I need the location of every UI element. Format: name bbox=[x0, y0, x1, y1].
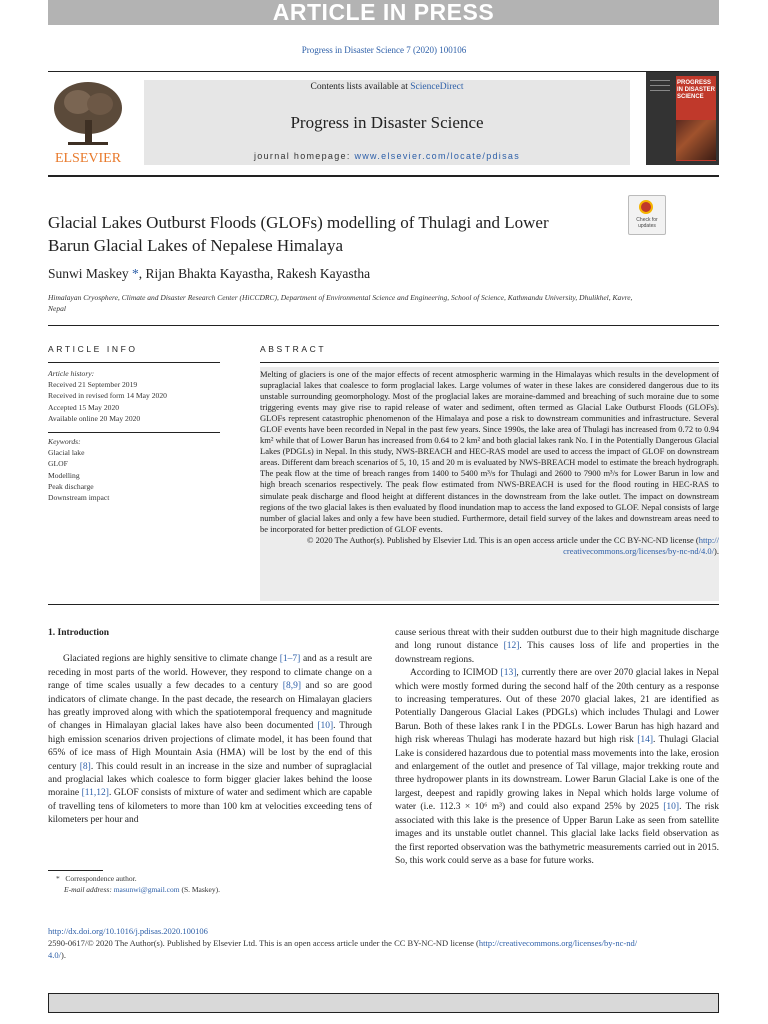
abstract-body bbox=[260, 367, 719, 601]
reference-link[interactable]: [10] bbox=[317, 721, 334, 732]
author-list: Sunwi Maskey *, Rijan Bhakta Kayastha, Rakesh Kayastha bbox=[48, 266, 371, 281]
reference-link[interactable]: [8,9] bbox=[282, 681, 301, 692]
info-top-rule bbox=[48, 325, 719, 326]
article-info-heading: ARTICLE INFO bbox=[48, 344, 138, 354]
section-heading: 1. Introduction bbox=[48, 628, 110, 638]
publisher-wordmark: ELSEVIER bbox=[54, 151, 122, 165]
footnote: * Correspondence author. E-mail address: masunwi@gmail.com (S. Maskey). bbox=[56, 874, 220, 894]
contents-line: Contents lists available at ScienceDirect bbox=[310, 82, 464, 92]
homepage-link[interactable]: www.elsevier.com/locate/pdisas bbox=[354, 151, 521, 161]
history-item: Received in revised form 14 May 2020 bbox=[48, 391, 167, 401]
footnote-rule bbox=[48, 870, 103, 871]
keyword: Glacial lake bbox=[48, 448, 85, 458]
reference-link[interactable]: [8] bbox=[79, 761, 91, 772]
journal-citation-link[interactable]: Progress in Disaster Science 7 (2020) 100106 bbox=[301, 45, 467, 55]
abstract-license: © 2020 The Author(s). Published by Elsevier Ltd. This is an open access article under the CC BY-NC-ND license (http:// creativecommons.org/licenses/by-nc-nd/4.0/). bbox=[307, 534, 719, 556]
affiliation: Himalayan Cryosphere, Climate and Disaster Research Center (HiCCDRC), Department of Environmental Science and Engineering, School of Science, Kathmandu University, Dhulikhel, Kavre, Nepal bbox=[48, 293, 633, 313]
keyword: GLOF bbox=[48, 459, 68, 469]
keyword: Downstream impact bbox=[48, 493, 110, 503]
intro-paragraph: cause serious threat with their sudden outburst due to their high magnitude discharge and long runout distance [12]. This causes loss of life and properties in the downstream regions. bbox=[395, 628, 719, 665]
history-item: Received 21 September 2019 bbox=[48, 380, 138, 390]
journal-cover-thumbnail bbox=[646, 72, 719, 165]
reference-link[interactable]: [13] bbox=[500, 668, 517, 679]
right-column bbox=[395, 627, 719, 868]
page-footer-bar bbox=[48, 993, 719, 1013]
license-link-cont[interactable]: creativecommons.org/licenses/by-nc-nd/4.0/ bbox=[563, 545, 715, 556]
header-bottom-rule bbox=[48, 175, 719, 177]
email-link[interactable]: masunwi@gmail.com bbox=[113, 885, 180, 894]
abstract-bottom-rule bbox=[48, 604, 719, 605]
article-title: Glacial Lakes Outburst Floods (GLOFs) modelling of Thulagi and Lower Barun Glacial Lakes of Nepalese Himalaya bbox=[48, 213, 549, 255]
check-updates-icon bbox=[639, 200, 653, 214]
keyword: Peak discharge bbox=[48, 481, 94, 491]
intro-paragraph: According to ICIMOD [13], currently there are over 2070 glacial lakes in Nepal which were mostly formed during the second half of the 20th century as a response to increasing temperatures. Out of these 2070 glacial lakes, 21 are identified as Potentially Dangerous Glacial Lakes (PDGLs) which includes Thulagi and Lower Barun. Both of these lakes rank I in the PDGLs. Lower Barun has high hazard and high risk whereas Thulagi has moderate hazard but high risk [14]. Thulagi Glacial Lake is considered hazardous due to potential mass movements into the lake, erosion and enlargement of the outlet and presence of Tal village, major trekking route and three hydropower plants in its downstream. Lower Barun Glacial Lake is one of the largest, deepest and rapidly growing lakes in Nepal which holds large volume of water (i.e. 112.3 × 10⁶ m³) and could also expand 25% by 2025 [10]. The risk associated with this lake is the presence of Upper Barun Lake as seen from satellite images and its unstable outlet channel. This glacial lake lacks field observation as the first reported observation was the bathymetric measurements carried out in 2015. So, this work could serve as a base for future works. bbox=[395, 668, 719, 866]
reference-link[interactable]: [12] bbox=[503, 641, 520, 652]
correspondence-mark[interactable]: * bbox=[128, 266, 139, 281]
check-for-updates-badge[interactable] bbox=[628, 195, 666, 235]
article-info-rule bbox=[48, 362, 220, 363]
history-item: Available online 20 May 2020 bbox=[48, 413, 141, 423]
abstract-heading: ABSTRACT bbox=[260, 344, 327, 354]
abstract-text: Melting of glaciers is one of the major effects of recent atmospheric warming in the Himalayas which results in the development of supraglacial lakes that coalesce to form proglacial lakes. Large volumes of water in these lakes are considered dangerous due to its unstable surrounding geomorphology. Most of the proglacial lakes are moraine-dammed and breaching of such moraine due to some triggering events may give rise to rapid release of water and sediment, often termed as Glacial Lake Outburst Floods (GLOFs). GLOFs represent catastrophic phenomenon of the Himalaya and pose a risk to downstream communities and infrastructure. Several GLOF events have been recorded in Nepal in the past few years. Since 1990s, the lake area of Thulagi has increased from 0.72 to 0.94 km² while that of Lower Barun has increased from 0.64 to 2 km² and both glacial lakes rank No. I in the Potentially Dangerous Glacial Lakes (PDGLs) in Nepal. In this study, NWS-BREACH and HEC-RAS model are used to access the impact of GLOF on downstream areas. Different dam breach scenarios of 5, 10, 15 and 20 m is evaluated by NWS-BREACH model to estimate the breach hydrograph. The peak flow at the time of breach ranges from 1400 to 5400 m³/s for Thulagi and 2600 to 7900 m³/s for Lower Barun in low and high breach scenarios respectively. The peak flow estimated from NWS-BREACH is used for the flood routing in HEC-RAS to simulate peak discharge and flood height at different distances in the downstream from the lake outlet. The impact on downstream regions of the two glacial lakes is then evaluated by flood inundation map to access the land exposed to GLOF. Nepal consists of large number of glacial lakes and only a few have been studied. Furthermore, detail field survey of the lakes and downstream areas need to be incorporated for better prediction of GLOF events. bbox=[260, 369, 719, 534]
header-top-rule bbox=[48, 71, 719, 72]
keyword: Modelling bbox=[48, 470, 80, 480]
journal-name: Progress in Disaster Science bbox=[290, 113, 484, 132]
reference-link[interactable]: [10] bbox=[663, 802, 680, 813]
doi-link[interactable]: http://dx.doi.org/10.1016/j.pdisas.2020.100106 bbox=[48, 926, 208, 936]
check-updates-label: Check for updates bbox=[636, 217, 658, 229]
article-history: Article history: Received 21 September 2019 Received in revised form 14 May 2020 Accepted 15 May 2020 Available online 20 May 2020 bbox=[48, 368, 220, 424]
bottom-license: 2590-0617/© 2020 The Author(s). Published by Elsevier Ltd. This is an open access article under the CC BY-NC-ND license (http://creativecommons.org/licenses/by-nc-nd/ bbox=[48, 938, 638, 948]
journal-header-box bbox=[144, 80, 630, 165]
elsevier-tree-logo bbox=[48, 80, 128, 165]
abstract-rule bbox=[260, 362, 719, 363]
history-rule bbox=[48, 432, 220, 433]
reference-link[interactable]: [1–7] bbox=[279, 654, 301, 665]
bottom-license-link[interactable]: http://creativecommons.org/licenses/by-nc-nd/ bbox=[478, 938, 638, 948]
keywords: Keywords: Glacial lake GLOF Modelling Peak discharge Downstream impact bbox=[48, 436, 220, 503]
license-link[interactable]: http:// bbox=[698, 534, 719, 545]
cover-title: PROGRESS IN DISASTER SCIENCE bbox=[677, 80, 716, 100]
bottom-license-link-cont[interactable]: 4.0/ bbox=[48, 950, 61, 960]
doi-block: http://dx.doi.org/10.1016/j.pdisas.2020.100106 2590-0617/© 2020 The Author(s). Published by Elsevier Ltd. This is an open access article under the CC BY-NC-ND license (http://creativecommons.org/licenses/by-nc-nd/ 4.0/). bbox=[48, 925, 719, 961]
sciencedirect-link[interactable]: ScienceDirect bbox=[410, 82, 464, 92]
journal-homepage: journal homepage: www.elsevier.com/locate/pdisas bbox=[253, 151, 521, 161]
intro-paragraph: Glaciated regions are highly sensitive to climate change [1–7] and as a result are receding in most parts of the world. However, they respond to climate change on a range of time scales usually a few decades to a century [8,9] and so are good indicators of climate change. In the past decade, the research on Himalayan glaciers has greatly improved along with which the spatiotemporal frequency and magnitude of changes in Himalayan glacial lakes have also been documented [10]. Through high emission scenarios driven projections of climate model, it has been found that 65% of ice mass of High Mountain Asia (HMA) will be lost by the end of this century [8]. This could result in an increase in the size and number of supraglacial and proglacial lakes which coalesce to form bigger glacier lakes behind the loose moraine [11,12]. GLOF consists of mixture of water and sediment which are capable of travelling tens of kilometers to more than 100 km at velocities exceeding tens of kilometers per hour and bbox=[48, 654, 373, 826]
reference-link[interactable]: [11,12] bbox=[81, 788, 109, 799]
reference-link[interactable]: [14] bbox=[637, 735, 654, 746]
article-in-press-banner: ARTICLE IN PRESS bbox=[48, 0, 719, 25]
history-item: Accepted 15 May 2020 bbox=[48, 402, 120, 412]
left-column bbox=[48, 627, 372, 828]
